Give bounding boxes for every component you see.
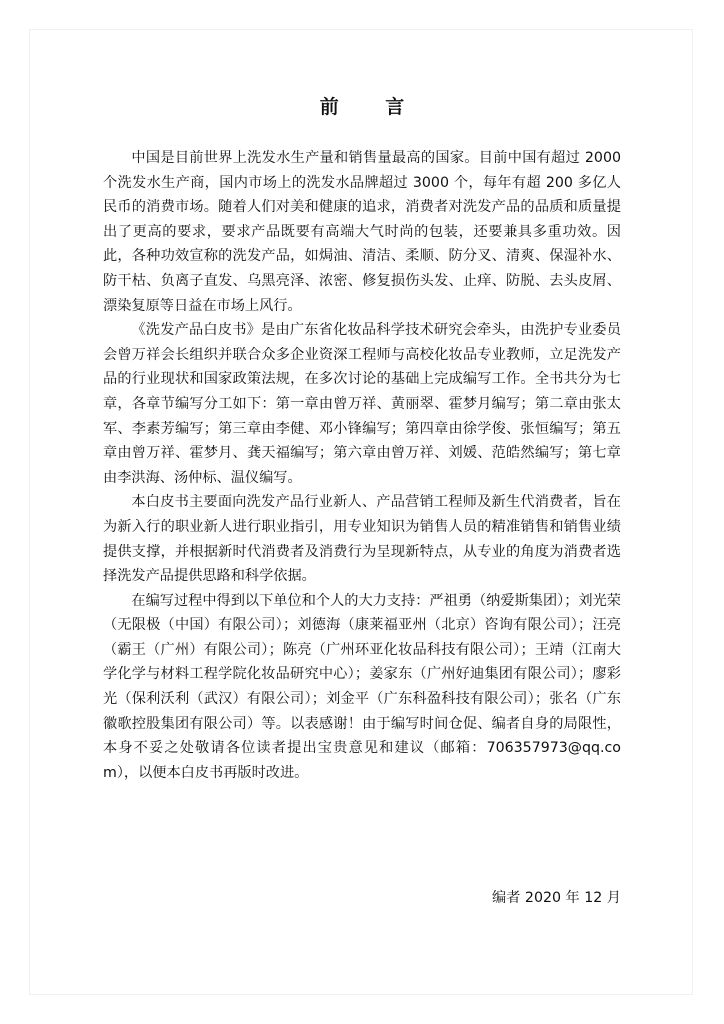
paragraph-authorship: 《洗发产品白皮书》是由广东省化妆品科学技术研究会牵头，由洗护专业委员会曾万祥会长组织并联合众多企业资深工程师与高校化妆品专业教师，立足洗发产品的行业现状和国家政策法规，在多次讨论的基础上完成编写工作。全书共分为七章，各章节编写分工如下：第一章由曾万祥、黄丽翠、霍梦月编写；第二章由张太军、李素芳编写；第三章由李健、邓小锋编写；第四章由徐学俊、张恒编写；第五章由曾万祥、霍梦月、龚天福编写；第六章由曾万祥、刘媛、范皓然编写；第七章由李洪海、汤仲标、温仪编写。 bbox=[103, 322, 621, 486]
signature-date: 编者 2020 年 12 月 bbox=[492, 890, 621, 906]
paragraph-market-overview: 中国是目前世界上洗发水生产量和销售量最高的国家。目前中国有超过 2000 个洗发水生产商，国内市场上的洗发水品牌超过 3000 个，每年有超 200 多亿人民币的消费市场。随着人们对美和健康的追求，消费者对洗发产品的品质和质量提出了更高的要求，要求产品既要有高端大气时尚的包装，还要兼具多重功效。因此，各种功效宣称的洗发产品，如焗油、清洁、柔顺、防分叉、清爽、保湿补水、防干枯、负离子直发、乌黑亮泽、浓密、修复损伤头发、止痒、防脱、去头皮屑、漂染复原等日益在市场上风行。 bbox=[103, 150, 621, 314]
page-title: 前 言 bbox=[319, 96, 425, 118]
preface-body bbox=[103, 146, 621, 785]
paragraph-acknowledgements: 在编写过程中得到以下单位和个人的大力支持：严祖勇（纳爱斯集团）；刘光荣（无限极（中国）有限公司）；刘德海（康莱福亚州（北京）咨询有限公司）；汪亮（霸王（广州）有限公司）；陈亮（广州环亚化妆品科技有限公司）；王靖（江南大学化学与材料工程学院化妆品研究中心）；姜家东（广州好迪集团有限公司）；廖彩光（保利沃利（武汉）有限公司）；刘金平（广东科盈科技有限公司）；张名（广东徽歌控股集团有限公司）等。以表感谢！由于编写时间仓促、编者自身的局限性，本身不妥之处敬请各位读者提出宝贵意见和建议（邮箱：706357973@qq.com），以便本白皮书再版时改进。 bbox=[103, 592, 621, 781]
paragraph-audience: 本白皮书主要面向洗发产品行业新人、产品营销工程师及新生代消费者，旨在为新入行的职业新人进行职业指引，用专业知识为销售人员的精准销售和销售业绩提供支撑，并根据新时代消费者及消费行为呈现新特点，从专业的角度为消费者选择洗发产品提供思路和科学依据。 bbox=[103, 494, 621, 585]
